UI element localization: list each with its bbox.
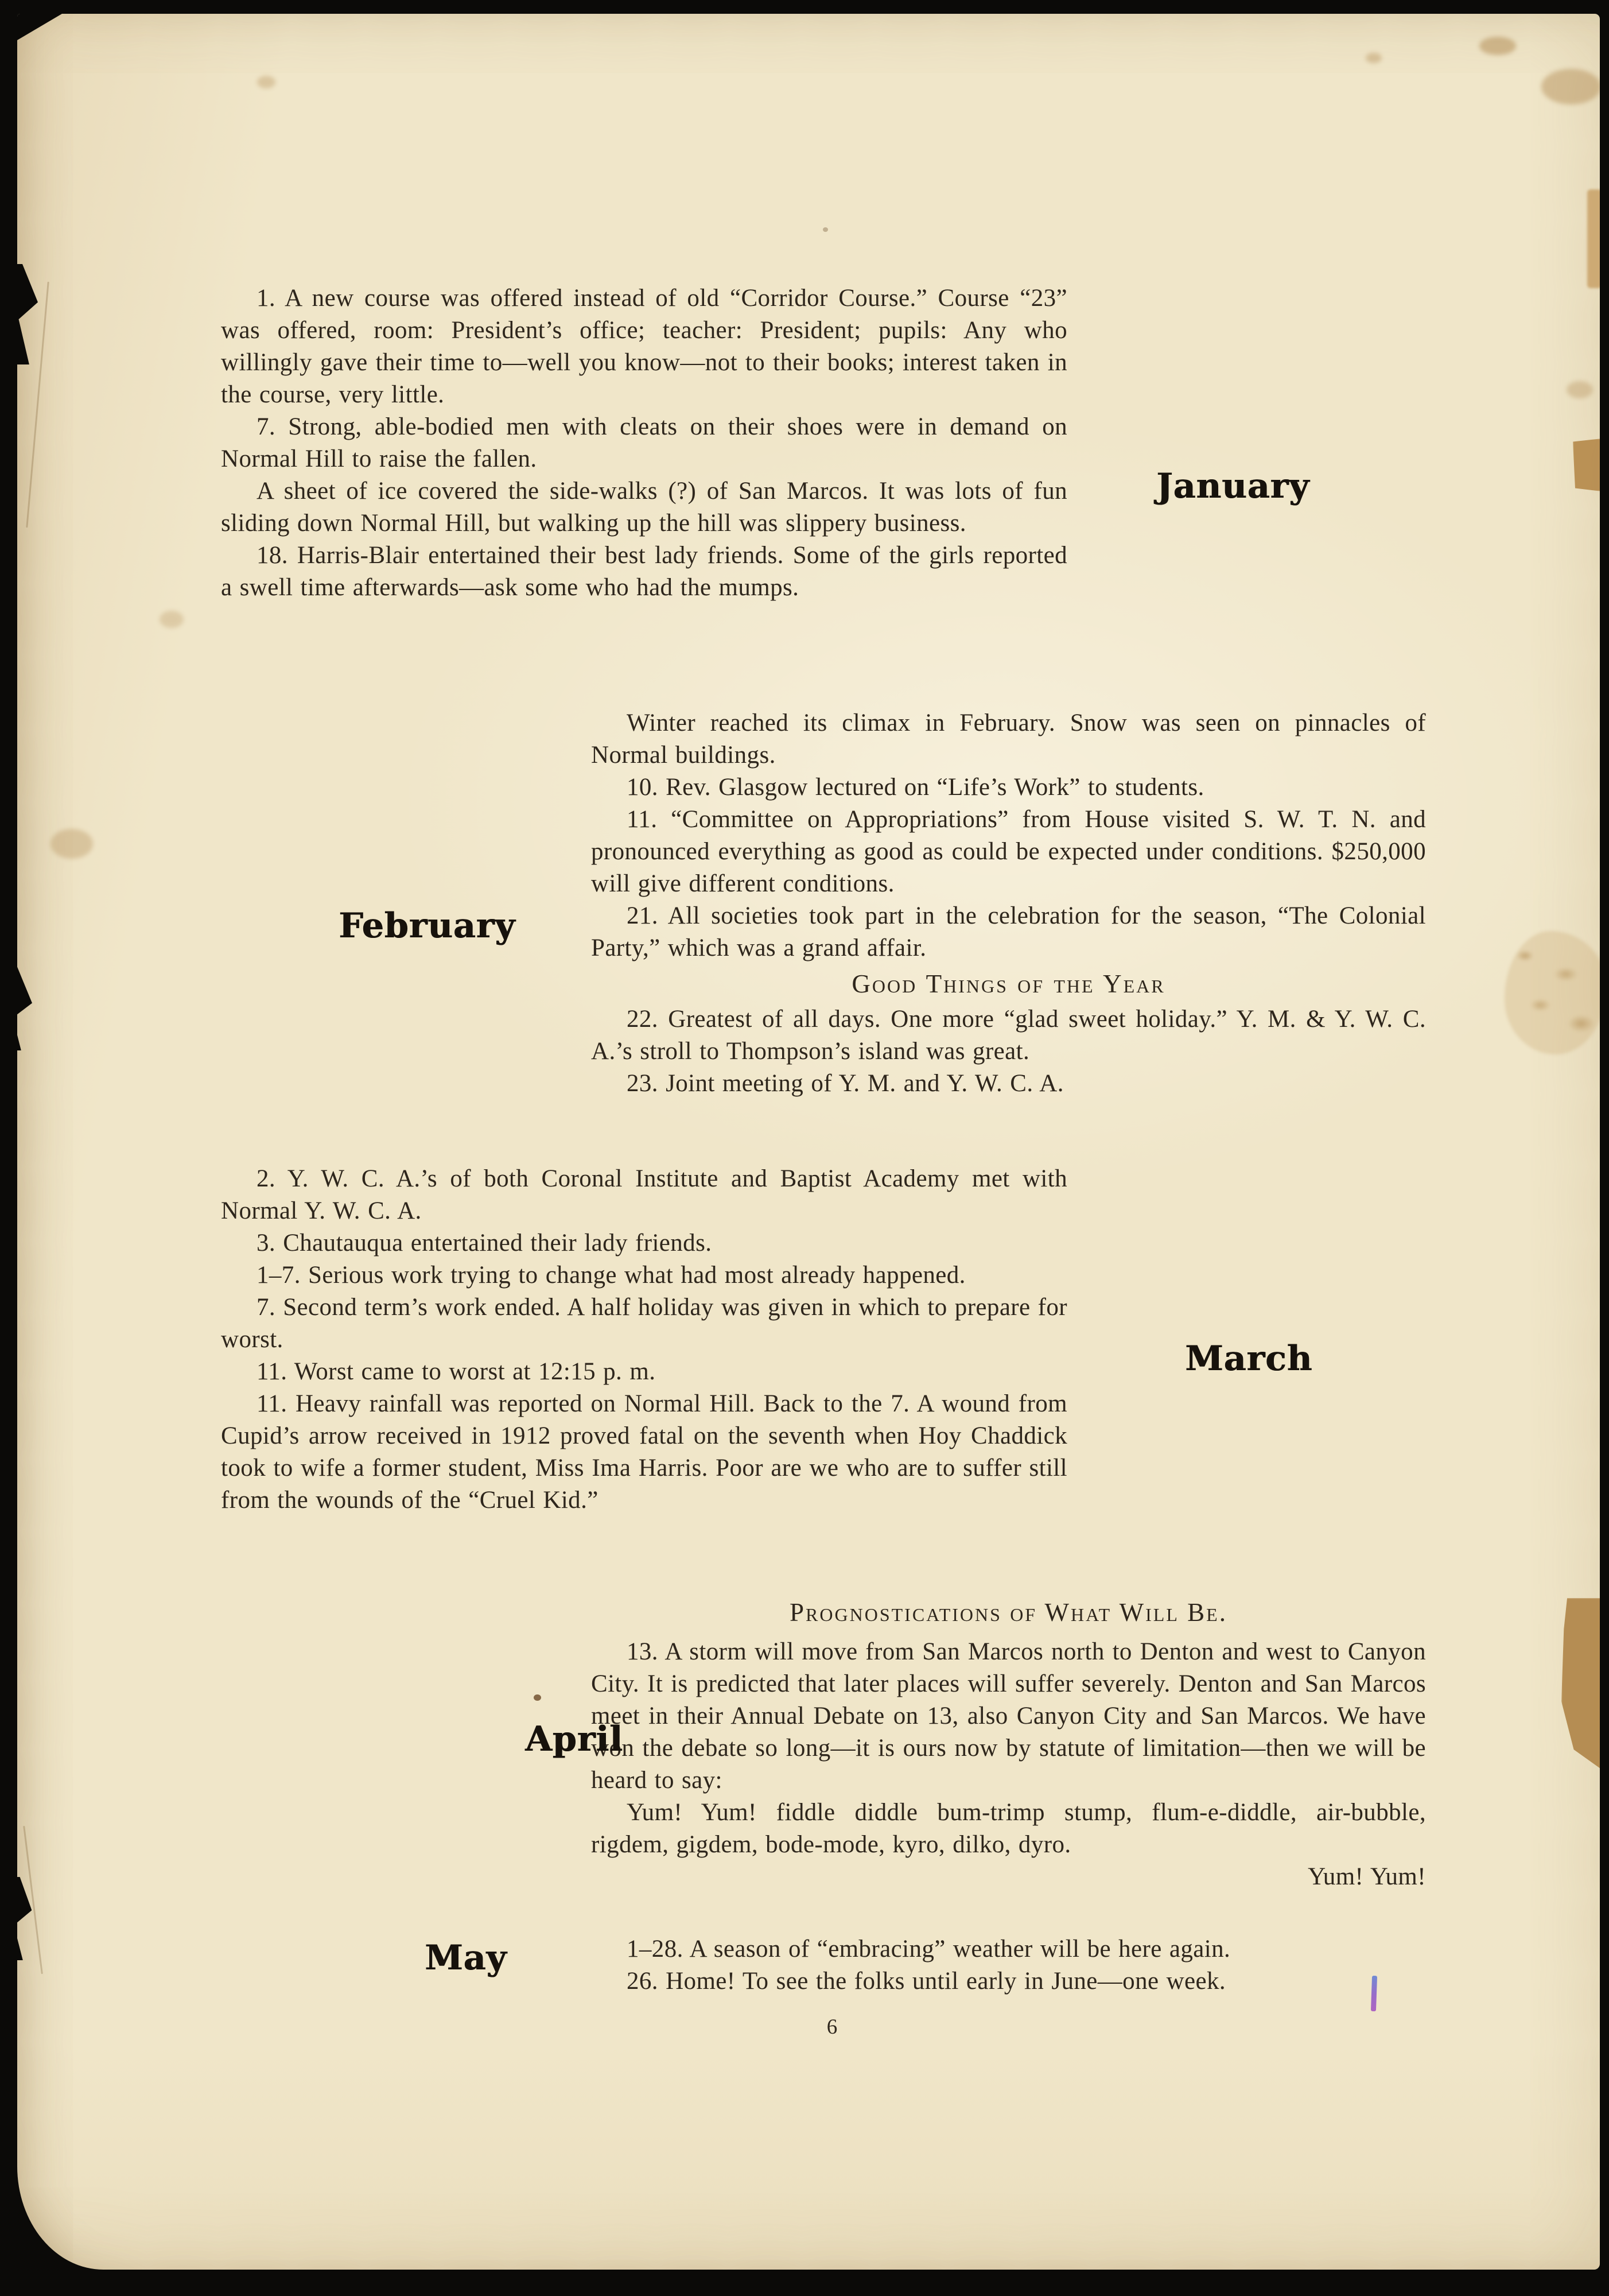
march-entry: 11. Worst came to worst at 12:15 p. m.: [256, 1358, 656, 1385]
february-entry: 21. All societies took part in the celebration for the season, “The Colonial Party,” which was a grand affair.: [591, 902, 1426, 961]
march-entries: [221, 1163, 1067, 1517]
may-month-label: May: [425, 1938, 507, 1978]
foxing-spot: [50, 829, 93, 859]
february-entry: 23. Joint meeting of Y. M. and Y. W. C. A.: [627, 1070, 1064, 1097]
january-entry: A sheet of ice covered the side-walks (?) of San Marcos. It was lots of fun sliding down Normal Hill, but walking up the hill was slippery business.: [221, 478, 1067, 537]
february-entry: 22. Greatest of all days. One more “glad sweet holiday.” Y. M. & Y. W. C. A.’s stroll to Thompson’s island was great.: [591, 1006, 1426, 1065]
may-entries: [591, 1933, 1426, 1998]
april-entries: [591, 1636, 1426, 1893]
february-entry: Winter reached its climax in February. Snow was seen on pinnacles of Normal buildings.: [591, 709, 1426, 769]
tape-stain: [1573, 439, 1600, 491]
january-entry: 18. Harris-Blair entertained their best lady friends. Some of the girls reported a swell time afterwards—ask some who had the mumps.: [221, 542, 1067, 601]
foxing-spot: [257, 76, 275, 88]
foxing-spot: [1479, 37, 1516, 55]
march-entry: 2. Y. W. C. A.’s of both Coronal Institute and Baptist Academy met with Normal Y. W. C. A.: [221, 1165, 1067, 1224]
foxing-spot: [1567, 381, 1593, 398]
water-stain: [1505, 931, 1600, 1054]
foxing-spot: [160, 611, 184, 628]
prognostications-heading: Prognostications of What Will Be.: [790, 1598, 1227, 1627]
ink-speck: [534, 1694, 541, 1701]
february-entries: [591, 707, 1426, 1100]
april-entry: Yum! Yum! fiddle diddle bum-trimp stump, flum-e-diddle, air-bubble, rigdem, gigdem, bode-mode, kyro, dilko, dyro.: [591, 1799, 1426, 1858]
paper-sheet: [17, 14, 1600, 2270]
may-entry: 26. Home! To see the folks until early in June—one week.: [627, 1968, 1226, 1995]
ink-speck: [823, 227, 828, 232]
february-entry: 10. Rev. Glasgow lectured on “Life’s Work” to students.: [627, 774, 1204, 801]
february-entry: 11. “Committee on Appropriations” from House visited S. W. T. N. and pronounced everything as good as could be expected under conditions. $250,000 will give different conditions.: [591, 806, 1426, 897]
foxing-spot: [1366, 53, 1382, 63]
tape-stain: [1561, 1598, 1600, 1770]
march-entry: 7. Second term’s work ended. A half holiday was given in which to prepare for worst.: [221, 1294, 1067, 1353]
march-entry: 1–7. Serious work trying to change what had most already happened.: [256, 1262, 966, 1289]
tape-stain: [1587, 189, 1600, 288]
torn-top-left-corner: [17, 14, 62, 40]
january-entry: 7. Strong, able-bodied men with cleats on their shoes were in demand on Normal Hill to raise the fallen.: [221, 413, 1067, 472]
march-month-label: March: [1185, 1339, 1313, 1379]
january-month-label: January: [1156, 466, 1309, 506]
foxing-spot: [1541, 69, 1600, 104]
february-month-label: February: [339, 906, 516, 946]
january-entries: [221, 282, 1067, 604]
april-month-label: April: [525, 1719, 623, 1759]
april-yum-right: Yum! Yum!: [1308, 1863, 1426, 1890]
good-things-heading: Good Things of the Year: [852, 969, 1165, 998]
page-number: 6: [826, 2015, 838, 2039]
january-entry: 1. A new course was offered instead of old “Corridor Course.” Course “23” was offered, room: President’s office; teacher: President; pupils: Any who willingly gave their time to—well you know—not to their books; interest taken in the course, very little.: [221, 285, 1067, 408]
april-entry: 13. A storm will move from San Marcos north to Denton and west to Canyon City. It is predicted that later places will suffer severely. Denton and San Marcos meet in their Annual Debate on 13, also Canyon City and San Marcos. We have won the debate so long—it is ours now by statute of limitation—then we will be heard to say:: [591, 1638, 1426, 1794]
may-entry: 1–28. A season of “embracing” weather will be here again.: [627, 1936, 1231, 1963]
march-entry: 11. Heavy rainfall was reported on Normal Hill. Back to the 7. A wound from Cupid’s arrow received in 1912 proved fatal on the seventh when Hoy Chaddick took to wife a former student, Miss Ima Harris. Poor are we who are to suffer still from the wounds of the “Cruel Kid.”: [221, 1390, 1067, 1514]
march-entry: 3. Chautauqua entertained their lady friends.: [256, 1230, 712, 1256]
